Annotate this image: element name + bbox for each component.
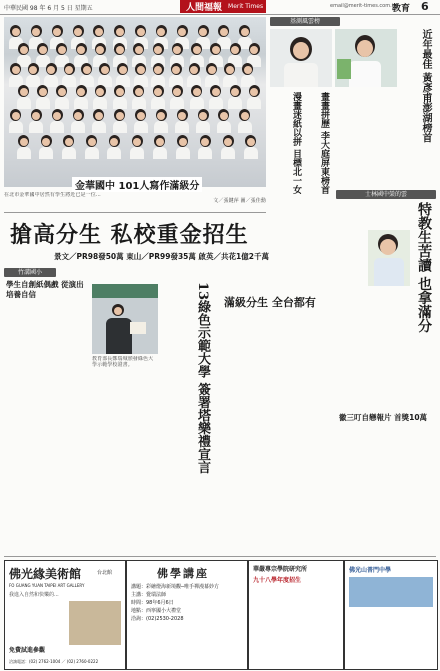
student-shirt (39, 147, 53, 159)
student-face (12, 28, 20, 36)
student-shirt (9, 121, 23, 133)
certificate (130, 322, 146, 334)
student-face (58, 46, 66, 54)
student-shirt (244, 147, 258, 159)
student-face (190, 66, 198, 74)
student-face (193, 88, 201, 96)
student-shirt (50, 121, 64, 133)
student-shirt (209, 97, 223, 109)
portrait-shirt (284, 63, 318, 87)
student-face (39, 46, 47, 54)
ceremony-photo (92, 284, 158, 354)
lecture-line: 時間：98年6月6日 (131, 600, 174, 606)
school-details (349, 611, 433, 665)
student-face (199, 112, 207, 120)
gallery-details (9, 601, 67, 639)
student-shirt (85, 147, 99, 159)
student-portrait-3 (368, 230, 410, 286)
student-face (220, 28, 228, 36)
student-shirt (92, 121, 106, 133)
lecture-title: 佛學講座 (157, 567, 209, 580)
lecture-line: 洽詢：(02)2530-2028 (131, 616, 184, 622)
gallery-title: 佛光緣美術館 (9, 567, 82, 581)
main-headline: 搶高分生 私校重金招生 (10, 222, 249, 248)
student-shirt (107, 147, 121, 159)
student-shirt (17, 97, 31, 109)
student-face (20, 46, 28, 54)
student-shirt (154, 121, 168, 133)
group-photo (4, 17, 266, 187)
portrait-face (293, 42, 309, 59)
section-title: 教育 (392, 4, 411, 14)
student-face (199, 28, 207, 36)
student-face (101, 66, 109, 74)
lecture-list (131, 583, 243, 623)
student-face (244, 66, 252, 74)
right-text-5 (338, 424, 436, 550)
student-shirt (113, 121, 127, 133)
student-face (241, 28, 249, 36)
student-shirt (130, 147, 144, 159)
student-shirt (170, 97, 184, 109)
student-face (95, 28, 103, 36)
student-face (193, 46, 201, 54)
research-title: 華嚴專宗學院研究所 (253, 566, 308, 573)
student-shirt (132, 97, 146, 109)
student-portrait-1 (270, 29, 332, 87)
center-headline: 13綠色示範大學 簽署塔樂禮宣言 (195, 282, 210, 474)
page-number: 6 (421, 0, 429, 13)
student-face (88, 138, 96, 146)
sub-headline: 景文／PR98發50萬 東山／PR99發35萬 啟英／共花1億2千萬 (54, 252, 269, 261)
student-shirt (93, 97, 107, 109)
logo-en: Merit Times (228, 3, 264, 10)
left-tag: 竹溝國小 (4, 268, 56, 277)
student-face (212, 46, 220, 54)
photo-caption: 金華國中 101人寫作滿級分 (72, 177, 202, 192)
headline-c: 近年最佳 黃彥甫澎湖榜首 (420, 29, 431, 143)
student-face (119, 66, 127, 74)
student-face (224, 138, 232, 146)
student-shirt (238, 121, 252, 133)
student-face (137, 28, 145, 36)
student-face (241, 112, 249, 120)
student-shirt (17, 147, 31, 159)
student-face (116, 46, 124, 54)
ceremony-caption-text: 教育部長鄭瑞城頒發綠色大學示範學校證書。 (92, 356, 154, 368)
student-face (135, 46, 143, 54)
honor-tag: 士林國中榮的雲 (336, 190, 436, 199)
rule (4, 212, 266, 213)
student-face (65, 66, 73, 74)
gallery-sub: 台北館 (97, 570, 113, 576)
student-shirt (113, 97, 127, 109)
student-face (247, 138, 255, 146)
student-shirt (44, 75, 58, 87)
student-face (220, 112, 228, 120)
student-shirt (176, 147, 190, 159)
school-ad (344, 560, 438, 670)
ad-rule (4, 556, 436, 557)
student-shirt (74, 97, 88, 109)
portrait-face (380, 239, 396, 255)
campus-tag: 基測風雲榜 (270, 17, 340, 26)
student-shirt (247, 97, 261, 109)
student-face (83, 66, 91, 74)
left-text (4, 304, 88, 552)
photo-text-line: 在北市金華國中居然有學生將近已是一位... (4, 192, 101, 198)
issue-date: 中華民國 98 年 6 月 5 日 星期五 (4, 5, 93, 12)
student-shirt (198, 147, 212, 159)
student-shirt (153, 147, 167, 159)
student-shirt (221, 147, 235, 159)
left-headline: 學生自創紙偶戲 從演出培養自信 (6, 280, 84, 299)
student-face (212, 88, 220, 96)
student-shirt (175, 121, 189, 133)
headline-b: 漫畫迷紙以拼 目標北一女 (291, 92, 301, 195)
student-face (137, 112, 145, 120)
student-shirt (71, 121, 85, 133)
student-face (12, 66, 20, 74)
right-text-3 (338, 200, 368, 290)
student-face (95, 112, 103, 120)
student-face (116, 28, 124, 36)
gallery-photo (69, 601, 121, 645)
student-shirt (55, 97, 69, 109)
student-face (116, 112, 124, 120)
byline: 文／張鍵萍 圖／張佳勳 (213, 198, 266, 204)
student-face (12, 112, 20, 120)
student-portrait-2 (335, 29, 397, 87)
portrait-shirt (374, 258, 404, 286)
middle-text (222, 312, 334, 552)
headline-a: 畫畫拼歷 李大庭屏東榜首 (319, 92, 329, 195)
student-face (156, 138, 164, 146)
portrait-face (357, 40, 373, 57)
logo-zh: 人間福報 (186, 3, 223, 13)
masthead (0, 0, 440, 15)
newspaper-logo (180, 0, 266, 13)
lecture-line: 講題：彩繪燈海新境觀─唯手禪漫幕妙方 (131, 584, 220, 590)
research-details (253, 587, 339, 665)
small-headline: 徽三叮自戀報片 首獎10萬 (339, 413, 428, 422)
student-face (74, 28, 82, 36)
student-shirt (134, 121, 148, 133)
right-text-4 (338, 290, 436, 408)
gallery-en: FO GUANG YUAN TAIPEI ART GALLERY (9, 583, 85, 588)
student-face (74, 112, 82, 120)
student-face (137, 66, 145, 74)
student-face (226, 66, 234, 74)
lecture-line: 地點：西寧國小大禮堂 (131, 608, 182, 614)
center-text-2 (92, 378, 218, 552)
student-shirt (151, 97, 165, 109)
student-face (65, 138, 73, 146)
person-face (114, 307, 122, 315)
student-face (135, 88, 143, 96)
right-text-2 (270, 92, 288, 186)
student-face (116, 88, 124, 96)
lecture-ad (126, 560, 248, 670)
student-shirt (62, 147, 76, 159)
school-photo (349, 577, 433, 607)
banner (92, 284, 158, 298)
student-shirt (217, 121, 231, 133)
student-face (231, 46, 239, 54)
ceremony-caption (92, 356, 158, 376)
middle-headline: 滿級分生 全台都有 (224, 296, 316, 309)
gallery-line: 我進入自然和快樂的... (9, 592, 59, 598)
student-shirt (29, 121, 43, 133)
center-text-1 (160, 284, 194, 374)
right-text-1 (335, 92, 415, 186)
student-face (208, 66, 216, 74)
school-title: 佛光山普門中學 (349, 567, 392, 574)
gallery-ad (4, 560, 126, 670)
student-face (39, 88, 47, 96)
student-face (179, 138, 187, 146)
student-face (20, 88, 28, 96)
headline-d: 特教生苦讀 也拿滿分 (416, 202, 432, 333)
student-face (20, 138, 28, 146)
student-shirt (196, 121, 210, 133)
research-sub: 九十八學年度招生 (253, 577, 302, 584)
gallery-phone: 洽詢電話：(02) 2762-1004 ／ (02) 2760-0222 (9, 659, 99, 664)
student-face (231, 88, 239, 96)
research-ad (248, 560, 344, 670)
signboard (337, 59, 351, 79)
portrait-shirt (349, 61, 381, 87)
student-shirt (228, 97, 242, 109)
gallery-free: 免費試進參觀 (9, 647, 46, 654)
suit (106, 318, 132, 354)
student-shirt (36, 97, 50, 109)
email: email@merit-times.com.tw (330, 3, 398, 9)
student-shirt (190, 97, 204, 109)
lecture-line: 主講：覺瑞法師 (131, 592, 167, 598)
student-face (58, 88, 66, 96)
photo-text (4, 192, 266, 210)
